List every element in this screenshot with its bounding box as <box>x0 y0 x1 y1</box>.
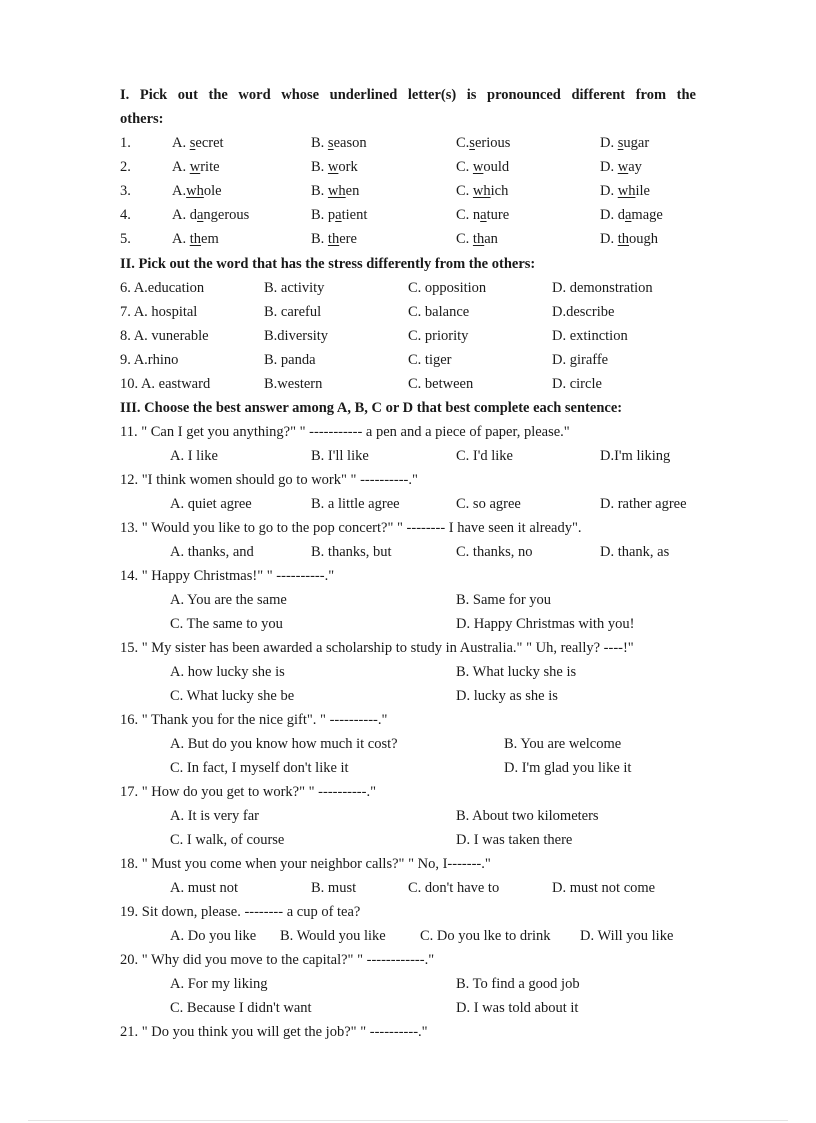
question-stem: 19. Sit down, please. -------- a cup of tea? <box>120 904 361 920</box>
option-prefix: D. <box>600 231 618 247</box>
question-stem: 21. " Do you think you will get the job?" " ----------." <box>120 1024 428 1040</box>
option-b: B. I'll like <box>311 448 369 464</box>
section-1-title-word: I. <box>120 87 130 103</box>
option-a <box>172 205 249 225</box>
option-b: B. panda <box>264 352 316 368</box>
option-prefix: D. <box>600 159 618 175</box>
option-b <box>311 181 359 201</box>
option-prefix: B. <box>311 159 328 175</box>
bottom-divider <box>28 1120 788 1121</box>
option-a: A. Do you like <box>170 928 257 944</box>
section-2-title-text: II. Pick out the word that has the stress differently from the others: <box>120 256 536 272</box>
option-d <box>600 133 649 153</box>
section-1-title-word: different <box>571 87 626 103</box>
option-c: C. I walk, of course <box>170 832 285 848</box>
section-1-title-word: from <box>635 87 667 103</box>
option-suffix: ich <box>490 183 509 199</box>
question-with-option-a: 10. A. eastward <box>120 376 211 392</box>
option-a: A. quiet agree <box>170 496 252 512</box>
option-c: C. What lucky she be <box>170 688 295 704</box>
option-prefix: C. <box>456 231 473 247</box>
question-number: 4. <box>120 207 131 223</box>
section-1-title-word: Pick <box>139 87 168 103</box>
option-c: C. between <box>408 376 474 392</box>
section-1-title <box>120 85 696 105</box>
section-1-title-word: underlined <box>329 87 398 103</box>
option-d: D. Will you like <box>580 928 674 944</box>
option-prefix: A. <box>172 183 187 199</box>
underlined-letters: th <box>327 231 340 247</box>
option-prefix: C. n <box>456 207 481 223</box>
option-a: A. thanks, and <box>170 544 254 560</box>
option-b: B. activity <box>264 280 325 296</box>
option-prefix: B. <box>311 135 328 151</box>
option-a: A. must not <box>170 880 239 896</box>
option-suffix: ere <box>339 231 357 247</box>
option-d <box>600 205 663 225</box>
underlined-letters: a <box>624 207 632 223</box>
section-2-title <box>120 254 535 274</box>
option-suffix: ork <box>338 159 358 175</box>
option-prefix: A. d <box>172 207 197 223</box>
underlined-letters: s <box>617 135 624 151</box>
option-c: C. tiger <box>408 352 452 368</box>
option-suffix: ay <box>628 159 642 175</box>
option-prefix: B. <box>311 231 328 247</box>
section-1-title-word: letter(s) <box>407 87 457 103</box>
underlined-letters: w <box>189 159 201 175</box>
option-b: B. a little agree <box>311 496 400 512</box>
question-stem: 14. " Happy Christmas!" " ----------." <box>120 568 335 584</box>
section-1-title-cont <box>120 109 164 129</box>
option-b <box>311 205 367 225</box>
question-stem: 15. " My sister has been awarded a scholarship to study in Australia." " Uh, really? ----!" <box>120 640 634 656</box>
option-d: D. Happy Christmas with you! <box>456 616 635 632</box>
question-number: 2. <box>120 159 131 175</box>
question-number: 5. <box>120 231 131 247</box>
option-prefix: D. <box>600 183 618 199</box>
underlined-letters: s <box>327 135 334 151</box>
option-a: A. For my liking <box>170 976 268 992</box>
underlined-letters: th <box>472 231 485 247</box>
option-d: D. lucky as she is <box>456 688 558 704</box>
option-suffix: en <box>345 183 360 199</box>
option-suffix: eason <box>333 135 367 151</box>
option-prefix: A. <box>172 159 190 175</box>
underlined-letters: s <box>469 135 475 151</box>
option-b: B. must <box>311 880 357 896</box>
option-d: D. I was taken there <box>456 832 573 848</box>
option-d: D. I was told about it <box>456 1000 579 1016</box>
section-3-title <box>120 398 622 418</box>
option-suffix: tient <box>341 207 368 223</box>
option-a <box>172 157 220 177</box>
option-a: A. But do you know how much it cost? <box>170 736 398 752</box>
option-b: B. Would you like <box>280 928 386 944</box>
option-c: C. The same to you <box>170 616 283 632</box>
option-prefix: D. <box>600 135 618 151</box>
option-c: C. Because I didn't want <box>170 1000 312 1016</box>
question-with-option-a: 7. A. hospital <box>120 304 198 320</box>
underlined-letters: wh <box>186 183 204 199</box>
option-c: C. Do you lke to drink <box>420 928 551 944</box>
option-suffix: em <box>201 231 219 247</box>
option-suffix: ole <box>203 183 222 199</box>
option-d <box>600 181 650 201</box>
option-prefix: B. p <box>311 207 336 223</box>
option-suffix: ugar <box>623 135 650 151</box>
section-1-title-cont-text: others: <box>120 111 164 127</box>
underlined-letters: th <box>617 231 630 247</box>
question-with-option-a: 9. A.rhino <box>120 352 179 368</box>
option-b: B. careful <box>264 304 322 320</box>
option-suffix: ngerous <box>203 207 250 223</box>
question-stem: 18. " Must you come when your neighbor calls?" " No, I-------." <box>120 856 491 872</box>
option-suffix: an <box>484 231 498 247</box>
option-c <box>456 205 509 225</box>
option-d: D. I'm glad you like it <box>504 760 632 776</box>
section-1-title-word: whose <box>281 87 320 103</box>
option-d: D.describe <box>552 304 615 320</box>
option-a: A. I like <box>170 448 218 464</box>
question-stem: 11. " Can I get you anything?" " ----------- a pen and a piece of paper, please." <box>120 424 570 440</box>
option-c <box>456 229 498 249</box>
underlined-letters: a <box>480 207 487 223</box>
underlined-letters: wh <box>472 183 491 199</box>
option-suffix: mage <box>631 207 663 223</box>
underlined-letters: w <box>472 159 484 175</box>
option-a: A. how lucky she is <box>170 664 285 680</box>
underlined-letters: w <box>327 159 339 175</box>
question-with-option-a: 6. A.education <box>120 280 205 296</box>
option-suffix: erious <box>474 135 511 151</box>
question-stem: 12. "I think women should go to work" " ----------." <box>120 472 418 488</box>
option-b: B.western <box>264 376 323 392</box>
option-d: D. extinction <box>552 328 628 344</box>
option-b: B. About two kilometers <box>456 808 599 824</box>
option-prefix: A. <box>172 231 190 247</box>
option-c: C. priority <box>408 328 469 344</box>
option-d <box>600 157 642 177</box>
option-b <box>311 157 358 177</box>
question-with-option-a: 8. A. vunerable <box>120 328 209 344</box>
option-c <box>456 181 508 201</box>
option-c: C. so agree <box>456 496 521 512</box>
option-d: D. rather agree <box>600 496 687 512</box>
option-a <box>172 181 222 201</box>
option-a <box>172 133 224 153</box>
section-1-title-word: the <box>208 87 228 103</box>
underlined-letters: s <box>189 135 196 151</box>
option-suffix: ecret <box>195 135 224 151</box>
option-b: B.diversity <box>264 328 329 344</box>
option-d: D. thank, as <box>600 544 670 560</box>
question-stem: 13. " Would you like to go to the pop concert?" " -------- I have seen it already". <box>120 520 582 536</box>
option-a: A. It is very far <box>170 808 259 824</box>
option-c: C. don't have to <box>408 880 500 896</box>
option-prefix: C. <box>456 183 473 199</box>
question-stem: 20. " Why did you move to the capital?" " ------------." <box>120 952 435 968</box>
option-b <box>311 229 357 249</box>
option-prefix: B. <box>311 183 328 199</box>
option-suffix: rite <box>200 159 220 175</box>
option-d: D. must not come <box>552 880 656 896</box>
underlined-letters: th <box>189 231 202 247</box>
option-c: C. thanks, no <box>456 544 533 560</box>
option-prefix: C. <box>456 135 470 151</box>
option-c <box>456 133 510 153</box>
underlined-letters: wh <box>327 183 346 199</box>
option-c: C. I'd like <box>456 448 513 464</box>
option-d: D. demonstration <box>552 280 653 296</box>
option-d: D.I'm liking <box>600 448 671 464</box>
question-stem: 16. " Thank you for the nice gift". " ----------." <box>120 712 388 728</box>
option-b: B. You are welcome <box>504 736 622 752</box>
option-prefix: D. d <box>600 207 625 223</box>
section-1-title-word: out <box>177 87 198 103</box>
question-number: 3. <box>120 183 131 199</box>
section-1-title-word: pronounced <box>487 87 561 103</box>
option-c: C. In fact, I myself don't like it <box>170 760 349 776</box>
option-suffix: ture <box>486 207 510 223</box>
option-d: D. giraffe <box>552 352 609 368</box>
option-prefix: C. <box>456 159 473 175</box>
option-suffix: ould <box>483 159 510 175</box>
option-prefix: A. <box>172 135 190 151</box>
option-d <box>600 229 658 249</box>
option-a <box>172 229 219 249</box>
option-c: C. opposition <box>408 280 487 296</box>
underlined-letters: a <box>335 207 342 223</box>
option-c <box>456 157 509 177</box>
underlined-letters: a <box>196 207 204 223</box>
question-stem: 17. " How do you get to work?" " ----------." <box>120 784 377 800</box>
underlined-letters: w <box>617 159 629 175</box>
option-b <box>311 133 367 153</box>
option-b: B. What lucky she is <box>456 664 577 680</box>
option-c: C. balance <box>408 304 470 320</box>
option-d: D. circle <box>552 376 602 392</box>
underlined-letters: wh <box>617 183 636 199</box>
section-1-title-word: is <box>466 87 477 103</box>
option-b: B. thanks, but <box>311 544 392 560</box>
section-1-title-word: the <box>676 87 696 103</box>
question-number: 1. <box>120 135 131 151</box>
option-b: B. Same for you <box>456 592 552 608</box>
option-b: B. To find a good job <box>456 976 580 992</box>
section-1-title-word: word <box>238 87 271 103</box>
option-suffix: ough <box>629 231 659 247</box>
option-suffix: ile <box>635 183 650 199</box>
option-a: A. You are the same <box>170 592 287 608</box>
section-3-title-text: III. Choose the best answer among A, B, C or D that best complete each sentence: <box>120 400 623 416</box>
